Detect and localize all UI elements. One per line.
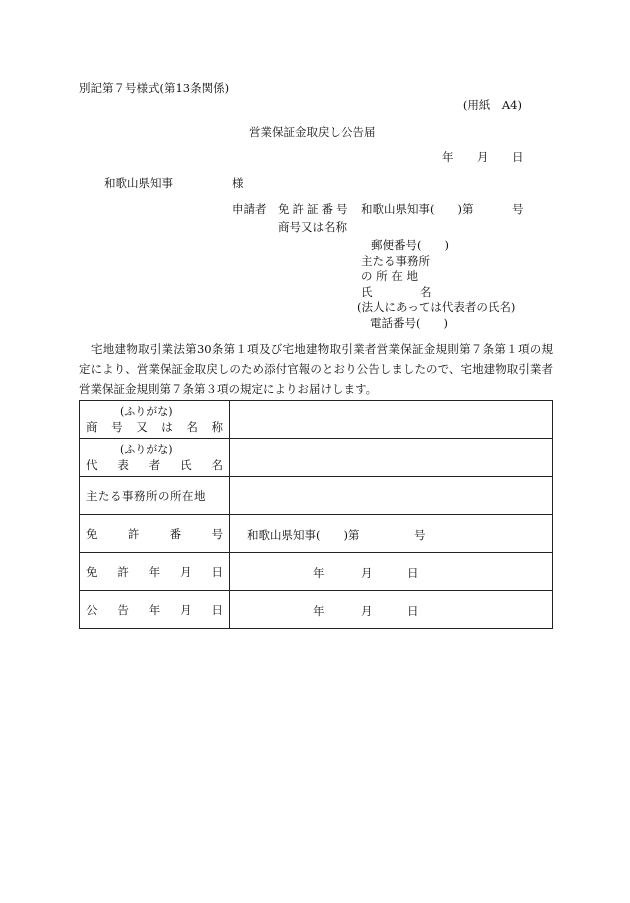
label-char: 許 bbox=[127, 526, 140, 541]
license-number-value: 和歌山県知事( )第 bbox=[361, 202, 474, 216]
label-char: 者 bbox=[148, 458, 161, 472]
table-row bbox=[80, 515, 553, 553]
paper-size: (用紙 A4) bbox=[462, 98, 522, 112]
label-char: は bbox=[161, 420, 173, 434]
notice-date-cell-label bbox=[80, 591, 230, 629]
label-char: 免 bbox=[86, 526, 98, 541]
license-number-suffix: 号 bbox=[512, 202, 524, 216]
addressee-honorific: 様 bbox=[232, 176, 244, 190]
trade-name-value-cell[interactable] bbox=[230, 401, 553, 439]
trade-name-cell-label bbox=[80, 401, 230, 439]
office-address-cell-label bbox=[80, 477, 230, 515]
label-char: 又 bbox=[136, 420, 148, 434]
label-char: 表 bbox=[117, 458, 129, 472]
representative-cell-label bbox=[80, 439, 230, 477]
month-label: 月 bbox=[361, 565, 373, 580]
label-char: 許 bbox=[117, 564, 129, 579]
office-label-line1: 主たる事務所 bbox=[361, 254, 430, 268]
date-month: 月 bbox=[477, 150, 489, 164]
year-label: 年 bbox=[313, 603, 325, 618]
furigana-label: (ふりがな) bbox=[120, 443, 173, 456]
body-paragraph: 宅地建物取引業法第30条第１項及び宅地建物取引業者営業保証金規則第７条第１項の規定により、営業保証金取戻しのため添付官報のとおり公告しましたので、宅地建物取引業者営業保証金規則第７条第３項の規定によりお届けします。 bbox=[79, 342, 553, 396]
label-char: 番 bbox=[169, 526, 182, 541]
label-char: 名 bbox=[211, 458, 223, 472]
license-date-value-cell[interactable] bbox=[230, 553, 553, 591]
label-char: 年 bbox=[148, 564, 161, 579]
label-char: 月 bbox=[180, 602, 192, 617]
corporate-note: (法人にあっては代表者の氏名) bbox=[357, 300, 516, 314]
license-number-value-cell[interactable] bbox=[230, 515, 553, 553]
label-char: 氏 bbox=[180, 458, 192, 472]
license-prefix: 和歌山県知事( )第 bbox=[247, 527, 360, 542]
label-char: 日 bbox=[211, 564, 223, 579]
label-char: 免 bbox=[86, 564, 98, 579]
name-label-first: 氏 bbox=[361, 285, 373, 299]
label-char: 代 bbox=[86, 458, 98, 472]
table-row bbox=[80, 439, 553, 477]
name-label-second: 名 bbox=[420, 285, 432, 299]
postal-code-label: 郵便番号( ) bbox=[371, 238, 449, 252]
license-number-label: 免許証番号 bbox=[278, 202, 351, 216]
label-char: 月 bbox=[180, 564, 192, 579]
label-char: 告 bbox=[117, 602, 129, 617]
document-title: 営業保証金取戻し公告届 bbox=[249, 125, 376, 139]
license-number-cell-label bbox=[80, 515, 230, 553]
label-char: 公 bbox=[86, 602, 98, 617]
table-row bbox=[80, 553, 553, 591]
month-label: 月 bbox=[361, 603, 373, 618]
day-label: 日 bbox=[407, 565, 419, 580]
addressee-name: 和歌山県知事 bbox=[104, 176, 173, 190]
phone-label: 電話番号( ) bbox=[370, 316, 448, 330]
table-row bbox=[80, 401, 553, 439]
office-address-label: 主たる事務所の所在地 bbox=[86, 488, 206, 503]
furigana-label: (ふりがな) bbox=[120, 405, 173, 418]
license-date-cell-label bbox=[80, 553, 230, 591]
form-id: 別記第７号様式(第13条関係) bbox=[79, 81, 230, 95]
date-day: 日 bbox=[512, 150, 524, 164]
day-label: 日 bbox=[407, 603, 419, 618]
office-label-line2: の 所 在 地 bbox=[361, 269, 418, 283]
label-char: 称 bbox=[211, 420, 223, 434]
office-address-value-cell[interactable] bbox=[230, 477, 553, 515]
table-row bbox=[80, 591, 553, 629]
representative-value-cell[interactable] bbox=[230, 439, 553, 477]
license-suffix: 号 bbox=[414, 527, 426, 542]
label-char: 号 bbox=[111, 420, 123, 434]
label-char: 日 bbox=[211, 602, 223, 617]
year-label: 年 bbox=[313, 565, 325, 580]
label-char: 商 bbox=[86, 420, 98, 434]
label-char: 号 bbox=[211, 526, 223, 541]
form-table bbox=[79, 400, 553, 629]
date-year: 年 bbox=[442, 150, 454, 164]
table-row bbox=[80, 477, 553, 515]
notice-date-value-cell[interactable] bbox=[230, 591, 553, 629]
applicant-label: 申請者 bbox=[232, 202, 267, 216]
trade-name-label: 商号又は名称 bbox=[278, 220, 347, 234]
label-char: 名 bbox=[186, 420, 198, 434]
label-char: 年 bbox=[148, 602, 161, 617]
